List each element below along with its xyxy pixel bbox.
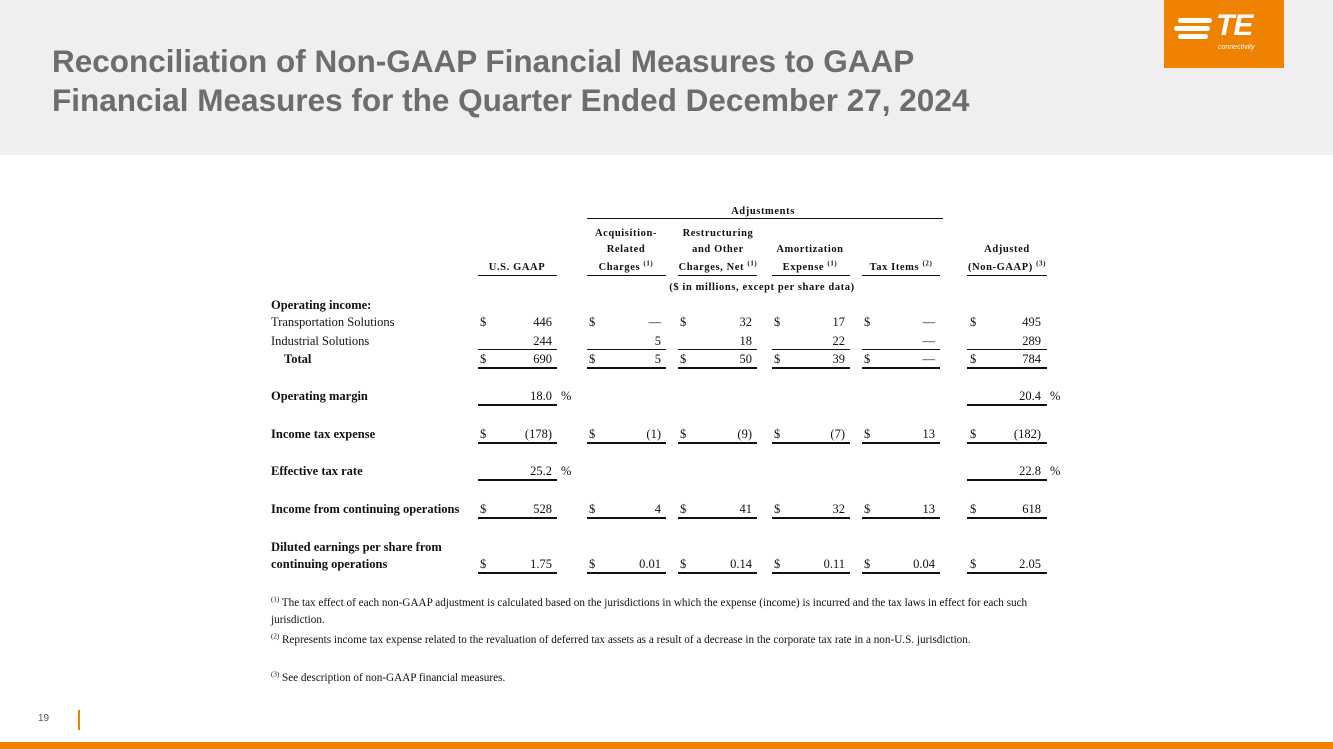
row-total-amort-value: 39 xyxy=(832,352,845,366)
row-income_cont-label: Income from continuing operations xyxy=(271,502,460,516)
footnote-2 xyxy=(271,632,1061,649)
row-operating_margin-label: Operating margin xyxy=(271,389,368,403)
row-income_tax-amort-rule xyxy=(772,442,850,444)
footnote-1 xyxy=(271,595,1061,629)
row-income_cont-tax-value: 13 xyxy=(922,502,935,516)
row-transportation-adj-currency: $ xyxy=(970,315,977,329)
col-gaap-header-rule xyxy=(478,275,557,276)
row-eps-adj-value: 2.05 xyxy=(1019,557,1041,571)
col-restr-header-line-2: and Other xyxy=(692,244,744,255)
row-income_cont-adj-value: 618 xyxy=(1022,502,1041,516)
slide-title-line-1: Reconciliation of Non-GAAP Financial Measures to GAAP xyxy=(52,43,915,79)
row-effective_tax-gaap-rule xyxy=(478,479,557,481)
page-number-divider xyxy=(78,710,80,730)
col-acq-footnote-ref: (1) xyxy=(643,259,654,268)
row-income_tax-amort-currency: $ xyxy=(774,427,781,441)
row-eps-adj-rule xyxy=(967,572,1047,574)
row-total-gaap-currency: $ xyxy=(480,352,487,366)
row-industrial-amort-rule xyxy=(772,349,850,350)
row-eps-gaap-value: 1.75 xyxy=(530,557,552,571)
row-total-acq-value: 5 xyxy=(654,352,661,366)
col-adj-footnote-ref: (3) xyxy=(1036,259,1047,268)
row-eps-label-line-2: continuing operations xyxy=(271,557,388,571)
row-income_tax-label: Income tax expense xyxy=(271,427,376,441)
row-operating_margin-adj-rule xyxy=(967,404,1047,406)
adjustments-header: Adjustments xyxy=(731,206,795,217)
row-income_tax-adj-rule xyxy=(967,442,1047,444)
row-income_cont-adj-rule xyxy=(967,517,1047,519)
row-industrial-restr-value: 18 xyxy=(739,334,752,348)
col-gaap-header: U.S. GAAP xyxy=(488,262,546,273)
col-tax-header-text: Tax Items xyxy=(869,262,920,273)
row-income_tax-gaap-currency: $ xyxy=(480,427,487,441)
row-total-gaap-value: 690 xyxy=(533,352,552,366)
row-operating_margin-adj-value: 20.4 xyxy=(1019,389,1041,403)
row-eps-restr-rule xyxy=(678,572,757,574)
row-transportation-restr-value: 32 xyxy=(739,315,752,329)
footnote-1-text: The tax effect of each non-GAAP adjustment is calculated based on the jurisdictions in which the expense (income) is incurred and the tax laws in effect for each such jurisdiction. xyxy=(271,597,1028,626)
col-restr-header-line-1: Restructuring xyxy=(682,228,754,239)
row-income_tax-acq-rule xyxy=(587,442,666,444)
row-transportation-gaap-value: 446 xyxy=(533,315,552,329)
col-adj-header-line-3 xyxy=(937,260,1077,275)
row-industrial-acq-rule xyxy=(587,349,666,350)
row-industrial-amort-value: 22 xyxy=(832,334,845,348)
row-income_cont-amort-currency: $ xyxy=(774,502,781,516)
row-income_cont-restr-currency: $ xyxy=(680,502,687,516)
footnote-3-text: See description of non-GAAP financial measures. xyxy=(281,672,506,684)
row-industrial-label: Industrial Solutions xyxy=(271,334,370,348)
row-industrial-adj-value: 289 xyxy=(1022,334,1041,348)
row-eps-gaap-currency: $ xyxy=(480,557,487,571)
row-transportation-amort-value: 17 xyxy=(832,315,845,329)
footnote-2-text: Represents income tax expense related to the revaluation of deferred tax assets as a result of a decrease in the corporate tax rate in a non-U.S. jurisdiction. xyxy=(281,634,971,646)
row-income_tax-gaap-rule xyxy=(478,442,557,444)
row-industrial-restr-rule xyxy=(678,349,757,350)
row-operating_margin-adj-percent: % xyxy=(1050,389,1061,403)
row-total-acq-currency: $ xyxy=(589,352,596,366)
row-industrial-adj-rule xyxy=(967,349,1047,350)
row-eps-tax-currency: $ xyxy=(864,557,871,571)
row-effective_tax-label: Effective tax rate xyxy=(271,464,363,478)
row-income_tax-adj-value: (182) xyxy=(1013,427,1041,441)
row-income_tax-tax-value: 13 xyxy=(922,427,935,441)
row-transportation-label: Transportation Solutions xyxy=(271,315,395,329)
row-income_cont-gaap-value: 528 xyxy=(533,502,552,516)
row-income_cont-acq-value: 4 xyxy=(654,502,661,516)
row-income_tax-adj-currency: $ xyxy=(970,427,977,441)
row-total-restr-value: 50 xyxy=(739,352,752,366)
footnote-2-marker: (2) xyxy=(271,632,280,641)
row-total-tax-currency: $ xyxy=(864,352,871,366)
row-income_cont-acq-rule xyxy=(587,517,666,519)
col-amort-header-text: Expense xyxy=(782,262,825,273)
row-industrial-gaap-rule xyxy=(478,349,557,350)
row-industrial-acq-value: 5 xyxy=(654,334,661,348)
col-amort-header-line-2: Amortization xyxy=(776,244,844,255)
row-transportation-acq-currency: $ xyxy=(589,315,596,329)
row-total-tax-rule xyxy=(862,367,940,369)
te-connectivity-logo xyxy=(1164,0,1284,68)
row-income_cont-acq-currency: $ xyxy=(589,502,596,516)
row-total-label: Total xyxy=(284,352,312,366)
row-transportation-tax-currency: $ xyxy=(864,315,871,329)
row-eps-label-line-1: Diluted earnings per share from xyxy=(271,540,442,554)
row-effective_tax-adj-rule xyxy=(967,479,1047,481)
col-restr-header-text: Charges, Net xyxy=(678,262,745,273)
row-total-restr-rule xyxy=(678,367,757,369)
footnote-1-marker: (1) xyxy=(271,595,280,604)
row-eps-tax-value: 0.04 xyxy=(913,557,935,571)
row-operating_margin-gaap-percent: % xyxy=(561,389,572,403)
row-transportation-gaap-currency: $ xyxy=(480,315,487,329)
row-effective_tax-gaap-percent: % xyxy=(561,464,572,478)
logo-text: TE xyxy=(1216,9,1253,42)
col-acq-header-text: Charges xyxy=(598,262,641,273)
row-income_cont-gaap-currency: $ xyxy=(480,502,487,516)
row-effective_tax-adj-value: 22.8 xyxy=(1019,464,1041,478)
row-operating-income-heading: Operating income: xyxy=(271,298,372,312)
row-eps-restr-currency: $ xyxy=(680,557,687,571)
col-restr-header-rule xyxy=(678,275,757,276)
logo-subtext: connectivity xyxy=(1218,44,1255,51)
row-operating_margin-gaap-value: 18.0 xyxy=(530,389,552,403)
row-income_tax-restr-rule xyxy=(678,442,757,444)
row-industrial-tax-rule xyxy=(862,349,940,350)
row-income_tax-restr-currency: $ xyxy=(680,427,687,441)
row-income_cont-tax-rule xyxy=(862,517,940,519)
footer-accent-bar xyxy=(0,742,1333,749)
row-income_cont-restr-value: 41 xyxy=(739,502,752,516)
row-transportation-restr-currency: $ xyxy=(680,315,687,329)
col-adj-header-text: (Non-GAAP) xyxy=(967,262,1033,273)
row-eps-adj-currency: $ xyxy=(970,557,977,571)
row-eps-restr-value: 0.14 xyxy=(730,557,752,571)
row-transportation-amort-currency: $ xyxy=(774,315,781,329)
adjustments-header-rule xyxy=(587,218,943,219)
row-total-tax-value: — xyxy=(922,352,935,366)
row-income_cont-amort-value: 32 xyxy=(832,502,845,516)
row-total-gaap-rule xyxy=(478,367,557,369)
row-eps-acq-rule xyxy=(587,572,666,574)
row-income_tax-restr-value: (9) xyxy=(737,427,752,441)
col-restr-footnote-ref: (1) xyxy=(747,259,758,268)
row-transportation-tax-value: — xyxy=(922,315,935,329)
row-transportation-adj-value: 495 xyxy=(1022,315,1041,329)
row-operating_margin-gaap-rule xyxy=(478,404,557,406)
row-total-adj-currency: $ xyxy=(970,352,977,366)
row-eps-amort-rule xyxy=(772,572,850,574)
footnote-3-marker: (3) xyxy=(271,670,280,679)
row-eps-tax-rule xyxy=(862,572,940,574)
row-eps-acq-currency: $ xyxy=(589,557,596,571)
col-adj-header-line-2: Adjusted xyxy=(984,244,1030,255)
col-acq-header-line-2: Related xyxy=(606,244,646,255)
page-number: 19 xyxy=(38,713,50,724)
col-amort-header-rule xyxy=(772,275,850,276)
row-income_cont-gaap-rule xyxy=(478,517,557,519)
row-eps-amort-value: 0.11 xyxy=(823,557,845,571)
row-income_tax-tax-rule xyxy=(862,442,940,444)
row-effective_tax-gaap-value: 25.2 xyxy=(530,464,552,478)
col-tax-header-rule xyxy=(862,275,940,276)
row-total-adj-value: 784 xyxy=(1022,352,1041,366)
col-acq-header-rule xyxy=(587,275,666,276)
col-tax-footnote-ref: (2) xyxy=(922,259,933,268)
row-income_tax-acq-value: (1) xyxy=(646,427,661,441)
row-eps-gaap-rule xyxy=(478,572,557,574)
row-total-amort-currency: $ xyxy=(774,352,781,366)
row-total-acq-rule xyxy=(587,367,666,369)
row-total-restr-currency: $ xyxy=(680,352,687,366)
row-eps-acq-value: 0.01 xyxy=(639,557,661,571)
row-effective_tax-adj-percent: % xyxy=(1050,464,1061,478)
row-transportation-acq-value: — xyxy=(648,315,661,329)
row-total-amort-rule xyxy=(772,367,850,369)
row-income_tax-gaap-value: (178) xyxy=(524,427,552,441)
row-income_tax-amort-value: (7) xyxy=(830,427,845,441)
row-industrial-gaap-value: 244 xyxy=(533,334,552,348)
row-income_cont-tax-currency: $ xyxy=(864,502,871,516)
row-eps-amort-currency: $ xyxy=(774,557,781,571)
row-income_cont-adj-currency: $ xyxy=(970,502,977,516)
row-income_tax-tax-currency: $ xyxy=(864,427,871,441)
row-income_tax-acq-currency: $ xyxy=(589,427,596,441)
row-income_cont-amort-rule xyxy=(772,517,850,519)
units-note: ($ in millions, except per share data) xyxy=(669,282,855,293)
col-acq-header-line-1: Acquisition- xyxy=(594,228,658,239)
col-amort-footnote-ref: (1) xyxy=(827,259,838,268)
slide-title-line-2: Financial Measures for the Quarter Ended December 27, 2024 xyxy=(52,82,970,118)
row-total-adj-rule xyxy=(967,367,1047,369)
row-income_cont-restr-rule xyxy=(678,517,757,519)
slide-title xyxy=(52,42,969,120)
row-industrial-tax-value: — xyxy=(922,334,935,348)
col-adj-header-rule xyxy=(967,275,1047,276)
footnote-3 xyxy=(271,670,1061,687)
